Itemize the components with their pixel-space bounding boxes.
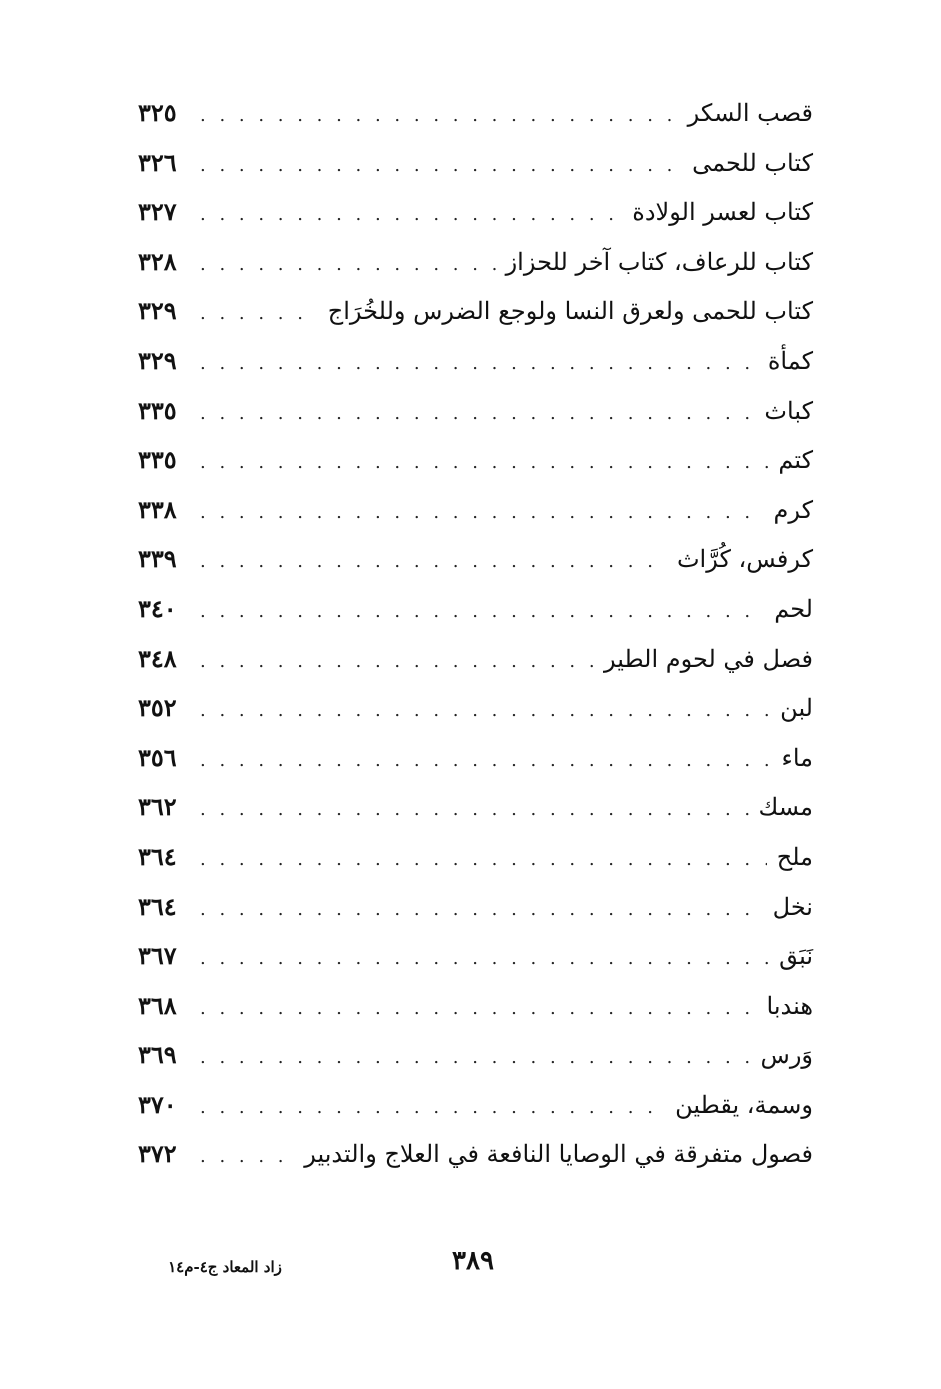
dot-leader <box>200 537 667 587</box>
dot-leader <box>200 289 318 339</box>
toc-entry-page: ٣٦٤ <box>138 891 177 921</box>
toc-entry-page: ٣٦٤ <box>138 841 177 871</box>
book-signature: زاد المعاد ج٤-م١٤ <box>168 1258 282 1276</box>
toc-entry-page: ٣٦٨ <box>138 990 177 1020</box>
toc-entry-page: ٣٢٧ <box>138 197 177 227</box>
toc-entry-page: ٣٧٠ <box>138 1089 177 1119</box>
toc-entry <box>138 882 813 932</box>
toc-entry-page: ٣٦٧ <box>138 941 177 971</box>
toc-entry-title: قصب السكر <box>687 99 813 127</box>
toc-entry-page: ٣٢٥ <box>138 98 177 127</box>
dot-leader <box>200 190 622 240</box>
dot-leader <box>200 1083 665 1133</box>
toc-entry <box>138 1030 813 1080</box>
toc-entry <box>138 782 813 832</box>
dot-leader <box>200 686 770 736</box>
dot-leader <box>200 835 767 885</box>
toc-entry-title: كتاب للرعاف، كتاب آخر للحزاز <box>505 247 813 276</box>
toc-entry-title: كباث <box>764 396 813 425</box>
toc-entry-title: نَبَق <box>779 942 813 971</box>
toc-entry <box>138 286 813 336</box>
toc-entry <box>138 584 813 634</box>
toc-entry-page: ٣٥٦ <box>138 742 177 772</box>
toc-entry <box>138 485 813 535</box>
toc-entry-title: كرفس، كُرَّاث <box>676 545 813 574</box>
toc-entry-title: كتاب للحمى <box>692 148 813 177</box>
dot-leader <box>200 587 764 637</box>
toc-entry <box>138 88 813 138</box>
toc-entry-page: ٣٤٠ <box>138 593 177 623</box>
toc-entry-title: وَرس <box>760 1041 813 1070</box>
dot-leader <box>200 1033 751 1083</box>
dot-leader <box>200 1132 294 1182</box>
toc-entry-title: كتم <box>778 446 813 475</box>
toc-entry-title: كتاب لعسر الولادة <box>632 198 813 227</box>
dot-leader <box>200 785 749 835</box>
toc-entry-title: نخل <box>772 892 813 921</box>
toc-entry <box>138 237 813 287</box>
toc-entry-title: كتاب للحمى ولعرق النسا ولوجع الضرس وللخُرَاج <box>327 297 813 326</box>
toc-entry <box>138 435 813 485</box>
toc-entry <box>138 634 813 684</box>
toc-entry <box>138 931 813 981</box>
toc-entry-page: ٣٢٩ <box>138 296 177 326</box>
toc-entry <box>138 981 813 1031</box>
table-of-contents <box>138 88 813 1179</box>
toc-entry <box>138 336 813 386</box>
toc-entry-page: ٣٣٥ <box>138 445 177 475</box>
dot-leader <box>200 984 757 1034</box>
toc-entry-page: ٣٣٥ <box>138 395 177 425</box>
toc-entry-title: لبن <box>780 694 813 723</box>
dot-leader <box>200 736 772 786</box>
toc-entry-page: ٣٣٨ <box>138 494 177 524</box>
toc-entry <box>138 138 813 188</box>
toc-entry-title: هندبا <box>766 991 813 1020</box>
toc-entry-page: ٣٧٢ <box>138 1139 177 1169</box>
dot-leader <box>200 389 754 439</box>
toc-entry <box>138 733 813 783</box>
toc-entry-page: ٣٢٨ <box>138 246 177 276</box>
toc-entry <box>138 534 813 584</box>
toc-entry <box>138 683 813 733</box>
toc-entry-title: فصل في لحوم الطير <box>603 644 813 673</box>
dot-leader <box>200 91 678 141</box>
toc-entry <box>138 187 813 237</box>
page-number: ٣٨٩ <box>452 1246 494 1276</box>
toc-entry-page: ٣٦٢ <box>138 792 177 822</box>
dot-leader <box>200 934 769 984</box>
dot-leader <box>200 488 763 538</box>
dot-leader <box>200 885 763 935</box>
toc-entry-title: فصول متفرقة في الوصايا النافعة في العلاج والتدبير <box>304 1140 813 1169</box>
toc-entry-page: ٣٢٩ <box>138 345 177 375</box>
toc-entry-page: ٣٥٢ <box>138 693 177 723</box>
dot-leader <box>200 637 594 687</box>
dot-leader <box>200 438 768 488</box>
toc-entry <box>138 832 813 882</box>
toc-entry-title: لحم <box>774 594 813 623</box>
dot-leader <box>200 339 758 389</box>
toc-entry-page: ٣٣٩ <box>138 544 177 574</box>
dot-leader <box>200 141 682 191</box>
toc-entry <box>138 386 813 436</box>
toc-entry-title: وسمة، يقطين <box>675 1090 813 1119</box>
toc-entry-title: مسك <box>758 793 813 822</box>
toc-entry-page: ٣٢٦ <box>138 147 177 177</box>
toc-entry-page: ٣٤٨ <box>138 643 177 673</box>
dot-leader <box>200 240 496 290</box>
toc-entry-title: ملح <box>776 842 813 871</box>
toc-entry-title: كمأة <box>767 346 813 375</box>
toc-entry-page: ٣٦٩ <box>138 1040 177 1070</box>
toc-entry-title: كرم <box>773 495 813 524</box>
toc-entry-title: ماء <box>781 743 813 772</box>
toc-entry <box>138 1129 813 1179</box>
toc-entry <box>138 1080 813 1130</box>
